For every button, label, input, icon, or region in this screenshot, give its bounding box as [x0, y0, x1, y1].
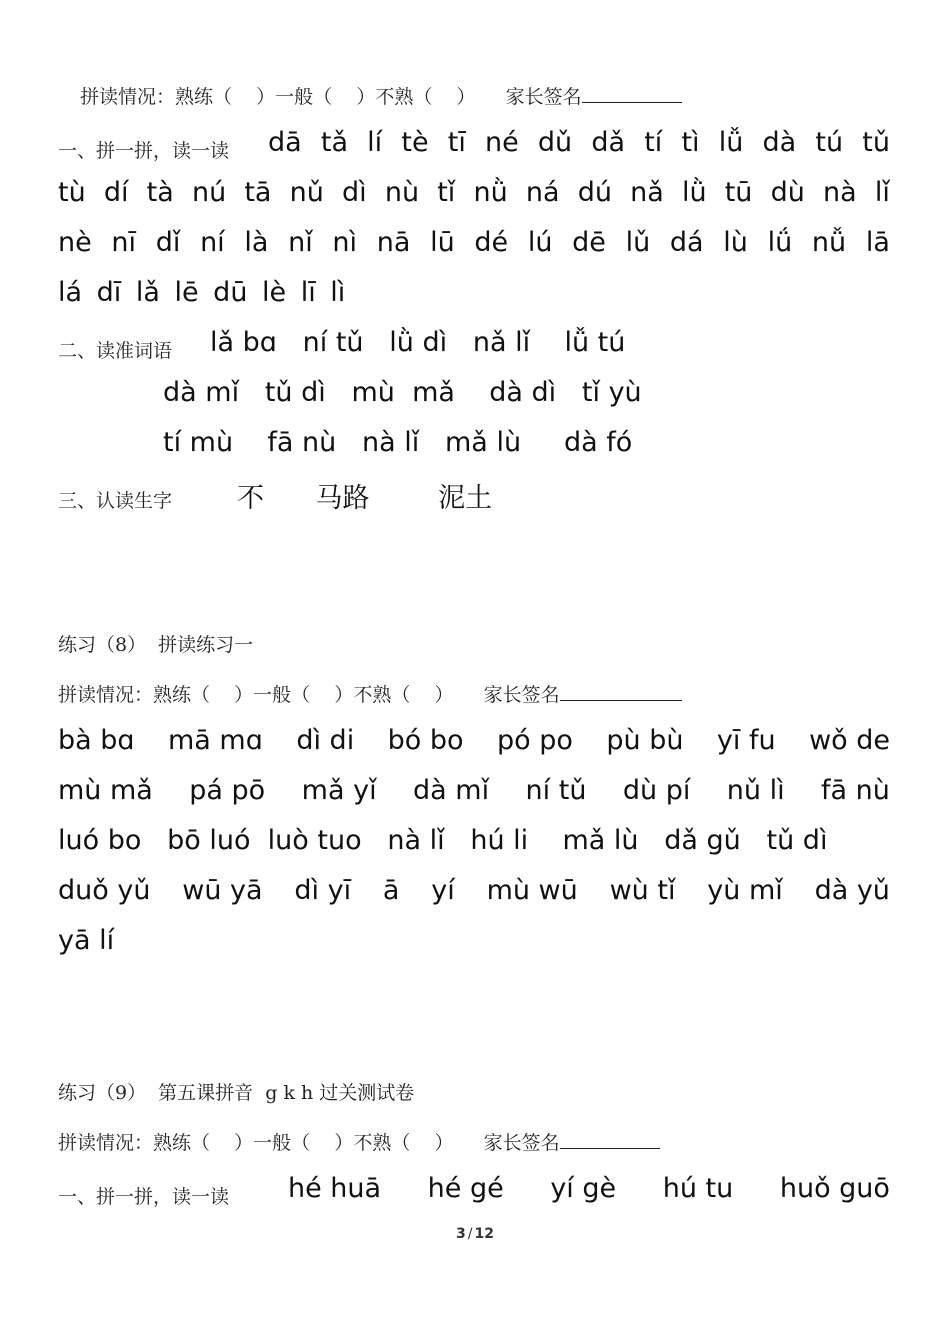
pinyin-word: hé huā: [288, 1173, 382, 1204]
page-current: 3: [456, 1226, 466, 1242]
pinyin-syllable: dí: [103, 177, 129, 208]
pinyin-syllable: nà: [823, 177, 857, 208]
pinyin-syllable: nè: [58, 227, 92, 258]
pinyin-syllable: nǜ: [473, 177, 508, 208]
pinyin-word: fā nù: [821, 775, 890, 806]
part2-label: 二、读准词语: [58, 340, 173, 362]
status-line: [58, 680, 682, 707]
status-line: [58, 1128, 660, 1155]
section-title: 练习（8） 拼读练习一: [58, 634, 254, 656]
word-line: [58, 875, 890, 906]
pinyin-line: [58, 177, 890, 208]
pinyin-syllable: tì: [681, 127, 700, 158]
pinyin-word: pá pō: [189, 775, 266, 806]
pinyin-word: pù bù: [606, 725, 684, 756]
pinyin-syllable: né: [485, 127, 519, 158]
pinyin-word: pó po: [497, 725, 573, 756]
pinyin-word: mù wū: [486, 875, 578, 906]
pinyin-syllable: tí: [644, 127, 663, 158]
pinyin-word: nǔ lì: [726, 775, 785, 806]
pinyin-syllable: nǎ: [630, 177, 664, 208]
pinyin-syllable: lǚ: [718, 127, 744, 158]
status-text: 拼读情况：熟练（ ）一般（ ）不熟（ ） 家长签名: [58, 684, 560, 706]
pinyin-word: bó bo: [387, 725, 464, 756]
pinyin-syllable: nì: [332, 227, 358, 258]
pinyin-word: wū yā: [182, 875, 263, 906]
pinyin-word: mù mǎ: [58, 775, 153, 806]
word-line: lǎ bɑ ní tǔ lǜ dì nǎ lǐ lǚ tú: [210, 327, 626, 358]
pinyin-word: mǎ yǐ: [301, 775, 377, 806]
pinyin-syllable: dá: [669, 227, 704, 258]
pinyin-word: bà bɑ: [58, 725, 135, 756]
pinyin-word: yí: [431, 875, 455, 906]
pinyin-syllable: tī: [447, 127, 466, 158]
pinyin-syllable: dā: [268, 127, 302, 158]
pinyin-word: wù tǐ: [609, 875, 676, 906]
pinyin-syllable: lí: [367, 127, 383, 158]
pinyin-word: yī fu: [716, 725, 776, 756]
pinyin-word: yí gè: [550, 1173, 617, 1204]
chinese-characters: 不 马路 泥土: [237, 483, 493, 514]
word-line: dà mǐ tǔ dì mù mǎ dà dì tǐ yù: [163, 377, 642, 408]
pinyin-syllable: lū: [430, 227, 455, 258]
page-separator: /: [467, 1226, 473, 1242]
word-line: luó bo bō luó luò tuo nà lǐ hú li mǎ lù dǎ gǔ tǔ dì: [58, 825, 828, 856]
pinyin-word: mā mɑ: [168, 725, 263, 756]
pinyin-syllable: ní: [200, 227, 225, 258]
pinyin-syllable: lù: [723, 227, 748, 258]
pinyin-syllable: tè: [401, 127, 429, 158]
pinyin-word: huǒ guō: [779, 1173, 890, 1204]
pinyin-syllable: lú: [527, 227, 553, 258]
status-text: 拼读情况：熟练（ ）一般（ ）不熟（ ） 家长签名: [80, 86, 582, 108]
pinyin-syllable: là: [244, 227, 269, 258]
pinyin-syllable: lǐ: [874, 177, 890, 208]
pinyin-word: dà mǐ: [413, 775, 490, 806]
pinyin-syllable: tā: [244, 177, 272, 208]
pinyin-syllable: nā: [376, 227, 411, 258]
page-total: 12: [474, 1226, 494, 1242]
pinyin-syllable: nǔ: [289, 177, 324, 208]
pinyin-syllable: tǐ: [437, 177, 456, 208]
pinyin-syllable: lǔ: [625, 227, 651, 258]
pinyin-syllable: dú: [577, 177, 612, 208]
pinyin-syllable: dǔ: [537, 127, 573, 158]
page-number: [0, 1226, 950, 1242]
pinyin-syllable: nī: [111, 227, 137, 258]
status-line: [80, 82, 682, 109]
pinyin-line: lá dī lǎ lē dū lè lī lì: [58, 277, 346, 308]
pinyin-syllable: dǎ: [591, 127, 626, 158]
pinyin-word: duǒ yǔ: [58, 875, 151, 906]
pinyin-word: dì di: [296, 725, 355, 756]
pinyin-word: hé gé: [427, 1173, 504, 1204]
pinyin-syllable: dù: [770, 177, 805, 208]
signature-blank[interactable]: [560, 682, 682, 701]
pinyin-word: hú tu: [662, 1173, 734, 1204]
pinyin-syllable: lǘ: [767, 227, 793, 258]
pinyin-word: ā: [382, 875, 400, 906]
pinyin-syllable: lā: [865, 227, 890, 258]
section-title: 练习（9） 第五课拼音 g k h 过关测试卷: [58, 1082, 415, 1104]
pinyin-syllable: lǜ: [681, 177, 707, 208]
pinyin-syllable: dé: [474, 227, 509, 258]
pinyin-word: dà yǔ: [814, 875, 890, 906]
signature-blank[interactable]: [560, 1130, 660, 1149]
word-line: [288, 1173, 890, 1204]
pinyin-syllable: nù: [384, 177, 420, 208]
pinyin-line: [268, 127, 890, 158]
signature-blank[interactable]: [582, 84, 682, 103]
pinyin-word: wǒ de: [809, 725, 890, 756]
pinyin-word: yù mǐ: [707, 875, 783, 906]
pinyin-syllable: dà: [762, 127, 797, 158]
part1-label: 一、拼一拼，读一读: [58, 140, 230, 162]
word-line: tí mù fā nù nà lǐ mǎ lù dà fó: [163, 427, 633, 458]
pinyin-line: [58, 227, 890, 258]
word-line: yā lí: [58, 925, 115, 956]
pinyin-syllable: nǚ: [811, 227, 847, 258]
word-line: [58, 775, 890, 806]
pinyin-syllable: nǐ: [288, 227, 313, 258]
status-text: 拼读情况：熟练（ ）一般（ ）不熟（ ） 家长签名: [58, 1132, 560, 1154]
pinyin-syllable: tǔ: [862, 127, 890, 158]
pinyin-syllable: tǎ: [320, 127, 348, 158]
pinyin-syllable: nú: [191, 177, 227, 208]
pinyin-syllable: dǐ: [155, 227, 181, 258]
pinyin-syllable: dē: [572, 227, 606, 258]
pinyin-syllable: tú: [815, 127, 844, 158]
word-line: [58, 725, 890, 756]
part3-label: 三、认读生字: [58, 490, 173, 512]
pinyin-syllable: ná: [525, 177, 560, 208]
pinyin-syllable: dì: [342, 177, 367, 208]
pinyin-syllable: tù: [58, 177, 86, 208]
part1-label: 一、拼一拼，读一读: [58, 1186, 230, 1208]
pinyin-word: dì yī: [294, 875, 352, 906]
pinyin-syllable: tū: [724, 177, 753, 208]
pinyin-syllable: tà: [146, 177, 174, 208]
pinyin-word: ní tǔ: [525, 775, 587, 806]
pinyin-word: dù pí: [622, 775, 691, 806]
